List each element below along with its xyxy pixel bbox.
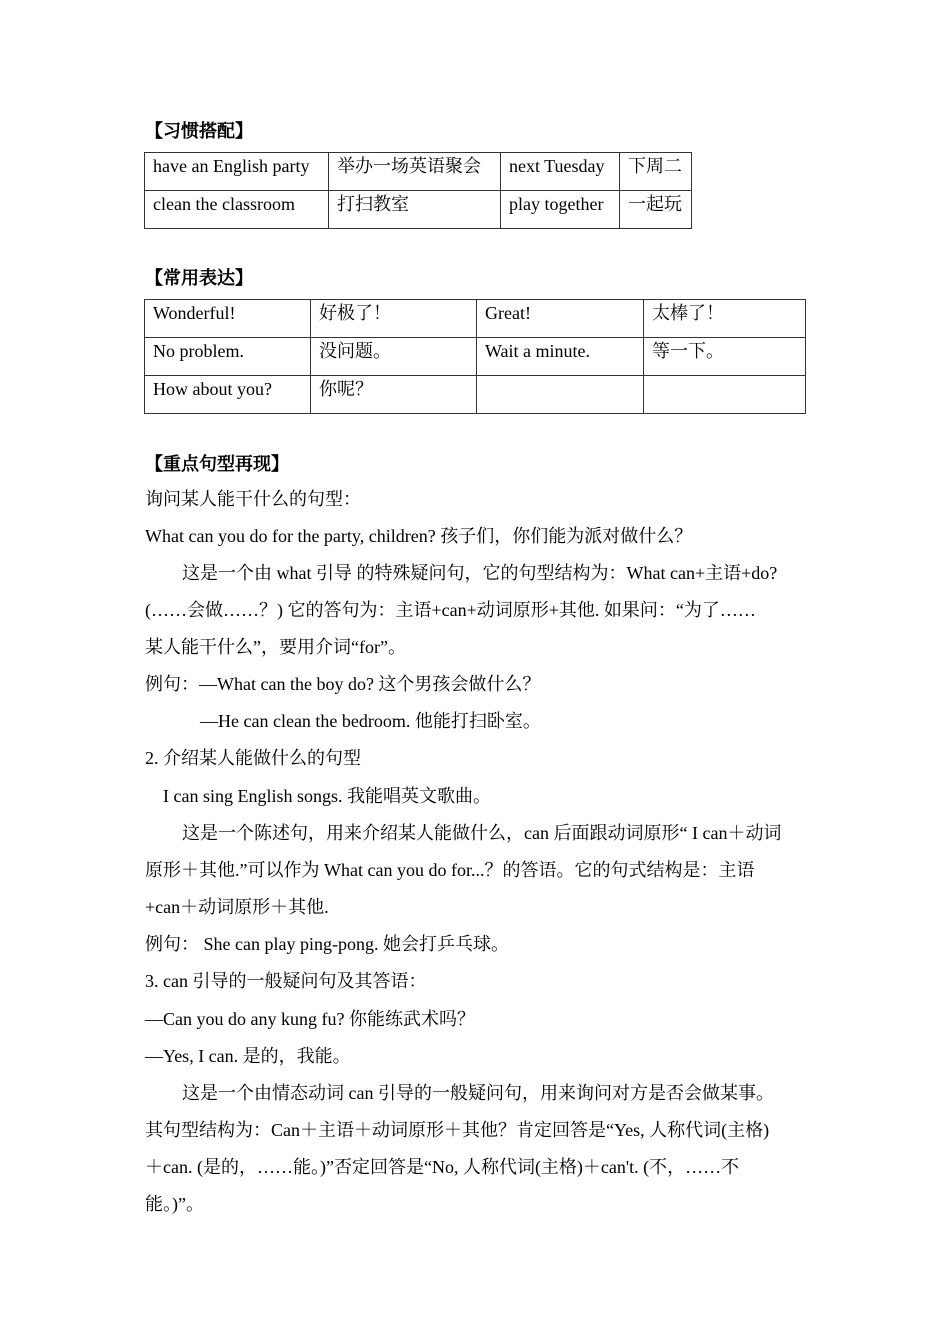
table-cell: next Tuesday — [501, 153, 620, 191]
table-cell: play together — [501, 191, 620, 229]
body-line: 这是一个由情态动词 can 引导的一般疑问句，用来询问对方是否会做某事。 — [182, 1083, 774, 1103]
body-line: I can sing English songs. 我能唱英文歌曲。 — [163, 786, 491, 806]
example-line: —Yes, I can. 是的，我能。 — [145, 1046, 351, 1066]
table-cell: 没问题。 — [311, 338, 477, 376]
table-cell: How about you? — [145, 376, 311, 414]
table-cell: clean the classroom — [145, 191, 329, 229]
table-cell: Wonderful! — [145, 300, 311, 338]
body-line: ＋can. (是的，……能。)”否定回答是“No, 人称代词(主格)＋can't. (不，……不 — [145, 1157, 740, 1177]
example-line: —He can clean the bedroom. 他能打扫卧室。 — [200, 711, 541, 731]
table-cell: 好极了！ — [311, 300, 477, 338]
table-cell: 太棒了！ — [644, 300, 806, 338]
numbered-heading: 3. can 引导的一般疑问句及其答语： — [145, 971, 427, 991]
numbered-heading: 2. 介绍某人能做什么的句型 — [145, 748, 361, 768]
table-cell: 你呢？ — [311, 376, 477, 414]
table-cell: Great! — [477, 300, 644, 338]
example-line: —Can you do any kung fu? 你能练武术吗？ — [145, 1009, 475, 1029]
section-title-expressions: 【常用表达】 — [145, 268, 253, 288]
body-line: 其句型结构为：Can＋主语＋动词原形＋其他？肯定回答是“Yes, 人称代词(主格) — [145, 1120, 770, 1140]
table-row — [145, 191, 692, 229]
body-line: (……会做……？) 它的答句为：主语+can+动词原形+其他. 如果问：“为了…… — [145, 600, 756, 620]
table-cell: 打扫教室 — [329, 191, 501, 229]
table-cell: 一起玩 — [620, 191, 692, 229]
table-cell: 举办一场英语聚会 — [329, 153, 501, 191]
body-line: 询问某人能干什么的句型： — [145, 489, 361, 509]
table-row — [145, 153, 692, 191]
expressions-table — [144, 299, 806, 414]
body-line: 某人能干什么”，要用介词“for”。 — [145, 637, 406, 657]
body-line: 原形＋其他.”可以作为 What can you do for...？的答语。它的句式结构是：主语 — [145, 860, 755, 880]
body-line: 能。)”。 — [145, 1194, 204, 1214]
body-line: 这是一个陈述句，用来介绍某人能做什么，can 后面跟动词原形“ I can＋动词 — [182, 823, 782, 843]
table-row — [145, 376, 806, 414]
table-cell: Wait a minute. — [477, 338, 644, 376]
table-cell: No problem. — [145, 338, 311, 376]
table-cell: 下周二 — [620, 153, 692, 191]
table-row — [145, 300, 806, 338]
body-line: What can you do for the party, children? 孩子们，你们能为派对做什么？ — [145, 526, 693, 546]
table-row — [145, 338, 806, 376]
body-line: 这是一个由 what 引导 的特殊疑问句，它的句型结构为：What can+主语+do? — [182, 563, 778, 583]
table-cell — [477, 376, 644, 414]
section-title-key-sentences: 【重点句型再现】 — [145, 454, 289, 474]
collocations-table — [144, 152, 692, 229]
table-cell: 等一下。 — [644, 338, 806, 376]
table-cell: have an English party — [145, 153, 329, 191]
body-line: +can＋动词原形＋其他. — [145, 897, 329, 917]
example-line: 例句： She can play ping-pong. 她会打乒乓球。 — [145, 934, 509, 954]
section-title-collocations: 【习惯搭配】 — [145, 121, 253, 141]
example-line: 例句：—What can the boy do? 这个男孩会做什么？ — [145, 674, 541, 694]
table-cell — [644, 376, 806, 414]
